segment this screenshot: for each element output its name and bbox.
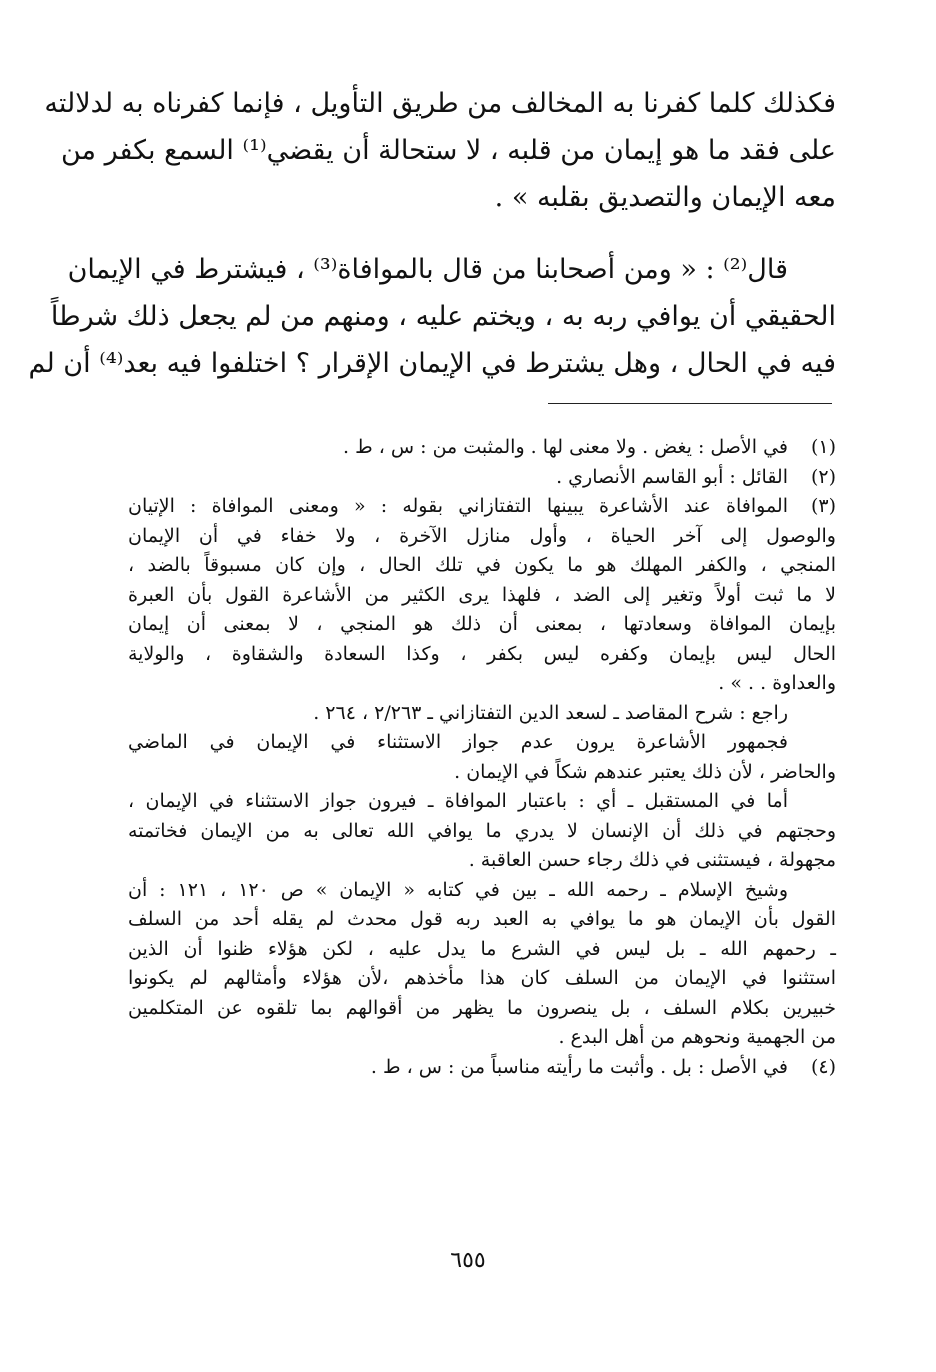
footnote-2 (128, 463, 836, 493)
footnote-3-line: أما في المستقبل ـ أي : باعتبار الموافاة ـ فيرون جواز الاستثناء في الإيمان ، (128, 790, 788, 812)
paragraph-1 (44, 80, 836, 221)
footnote-3-line: من الجهمية ونحوهم من أهل البدع . (558, 1026, 836, 1048)
text-line: على فقد ما هو إيمان من قلبه ، لا ستحالة أن يقضي⁽¹⁾ السمع بكفر من (60, 135, 836, 166)
footnote-3-line: خبيرين بكلام السلف ، بل ينصرون ما يظهر من أقوالهم بما تلقوه عن المتكلمين (128, 996, 836, 1019)
footnote-3-line: لا ما ثبت أولاً وتغير إلى الضد ، فلهذا يرى الكثير من الأشاعرة القول بأن العبرة (128, 583, 836, 606)
footnote-3-line: الحال ليس بإيمان وكفره ليس بكفر ، وكذا السعادة والشقاوة ، والولاية (128, 642, 836, 665)
footnote-text: الموافاة عند الأشاعرة يبينها التفتازاني بقوله : « ومعنى الموافاة : الإتيان (128, 495, 788, 517)
footnote-text: في الأصل : يغض . ولا معنى لها . والمثبت من : س ، ط . (343, 436, 788, 458)
footnote-3-line: فجمهور الأشاعرة يرون عدم جواز الاستثناء في الإيمان في الماضي (128, 731, 788, 753)
footnote-3-line: مجهولة ، فيستثنى في ذلك رجاء حسن العاقبة . (468, 849, 836, 871)
footnote-3-line: استثنوا في الإيمان من السلف كان هذا مأخذهم ،لأن هؤلاء وأمثالهم لم يكونوا (128, 967, 836, 989)
footnote-3-line: ـ رحمهم الله ـ بل ليس في الشرع ما يدل عليه ، لكن هؤلاء ظنوا أن الذين (128, 937, 836, 960)
text-line: الحقيقي أن يوافي ربه به ، ويختم عليه ، ومنهم من لم يجعل ذلك شرطاً (50, 301, 836, 332)
main-text-2 (28, 246, 836, 387)
footnote-3-line: القول بأن الإيمان هو ما يوافي به العبد ربه قول محدث لم يقله أحد من السلف (128, 908, 836, 930)
text-line: فيه في الحال ، وهل يشترط في الإيمان الإقرار ؟ اختلفوا فيه بعد⁽⁴⁾ أن لم (28, 348, 836, 379)
footnote-separator (548, 403, 832, 404)
footnote-text: القائل : أبو القاسم الأنصاري . (556, 465, 788, 488)
text-line: فكذلك كلما كفرنا به المخالف من طريق التأويل ، فإنما كفرناه به لدلالته (44, 88, 836, 119)
footnote-3-reference: راجع : شرح المقاصد ـ لسعد الدين التفتازاني ـ ٢/٢٦٣ ، ٢٦٤ . (313, 701, 788, 724)
footnote-3-line: بإيمان الموافاة وسعادتها ، بمعنى أن ذلك هو المنجي ، لا بمعنى أن إيمان (128, 613, 836, 635)
footnote-3-line: وحجتهم في ذلك أن الإنسان لا يدري ما يوافي الله تعالى به من الإيمان فخاتمته (128, 819, 836, 842)
footnote-3-line (128, 492, 836, 522)
footnotes (128, 433, 836, 1082)
footnote-3-line: والعداوة . . » . (718, 672, 836, 694)
footnote-number: (٤) (810, 1055, 836, 1078)
footnote-number: (٢) (810, 465, 836, 488)
footnote-3-line: والحاضر ، لأن ذلك يعتبر عندهم شكاً في الإيمان . (454, 760, 836, 783)
footnote-4 (128, 1053, 836, 1083)
text-line: قال⁽²⁾ : « ومن أصحابنا من قال بالموافاة⁽³⁾ ، فيشترط في الإيمان (67, 254, 788, 285)
footnote-1 (128, 433, 836, 463)
footnote-3-line: والوصول إلى آخر الحياة ، وأول منازل الآخرة ، ولا خفاء في أن الإيمان (128, 524, 836, 547)
footnote-3-line: المنجي ، والكفر المهلك هو ما يكون في تلك الحال ، وإن كان مسبوقاً بالضد ، (128, 554, 836, 576)
footnote-text: في الأصل : بل . وأثبت ما رأيته مناسباً من : س ، ط . (370, 1055, 788, 1078)
paragraph-2 (28, 246, 836, 387)
footnote-number: (٣) (810, 495, 836, 517)
page-number: ٦٥٥ (450, 1248, 486, 1273)
main-text (44, 80, 836, 221)
text-line: معه الإيمان والتصديق بقلبه » . (494, 182, 836, 213)
footnote-3-line: وشيخ الإسلام ـ رحمه الله ـ بين في كتابه « الإيمان » ص ١٢٠ ، ١٢١ : أن (128, 878, 789, 901)
footnote-number: (١) (810, 436, 836, 458)
